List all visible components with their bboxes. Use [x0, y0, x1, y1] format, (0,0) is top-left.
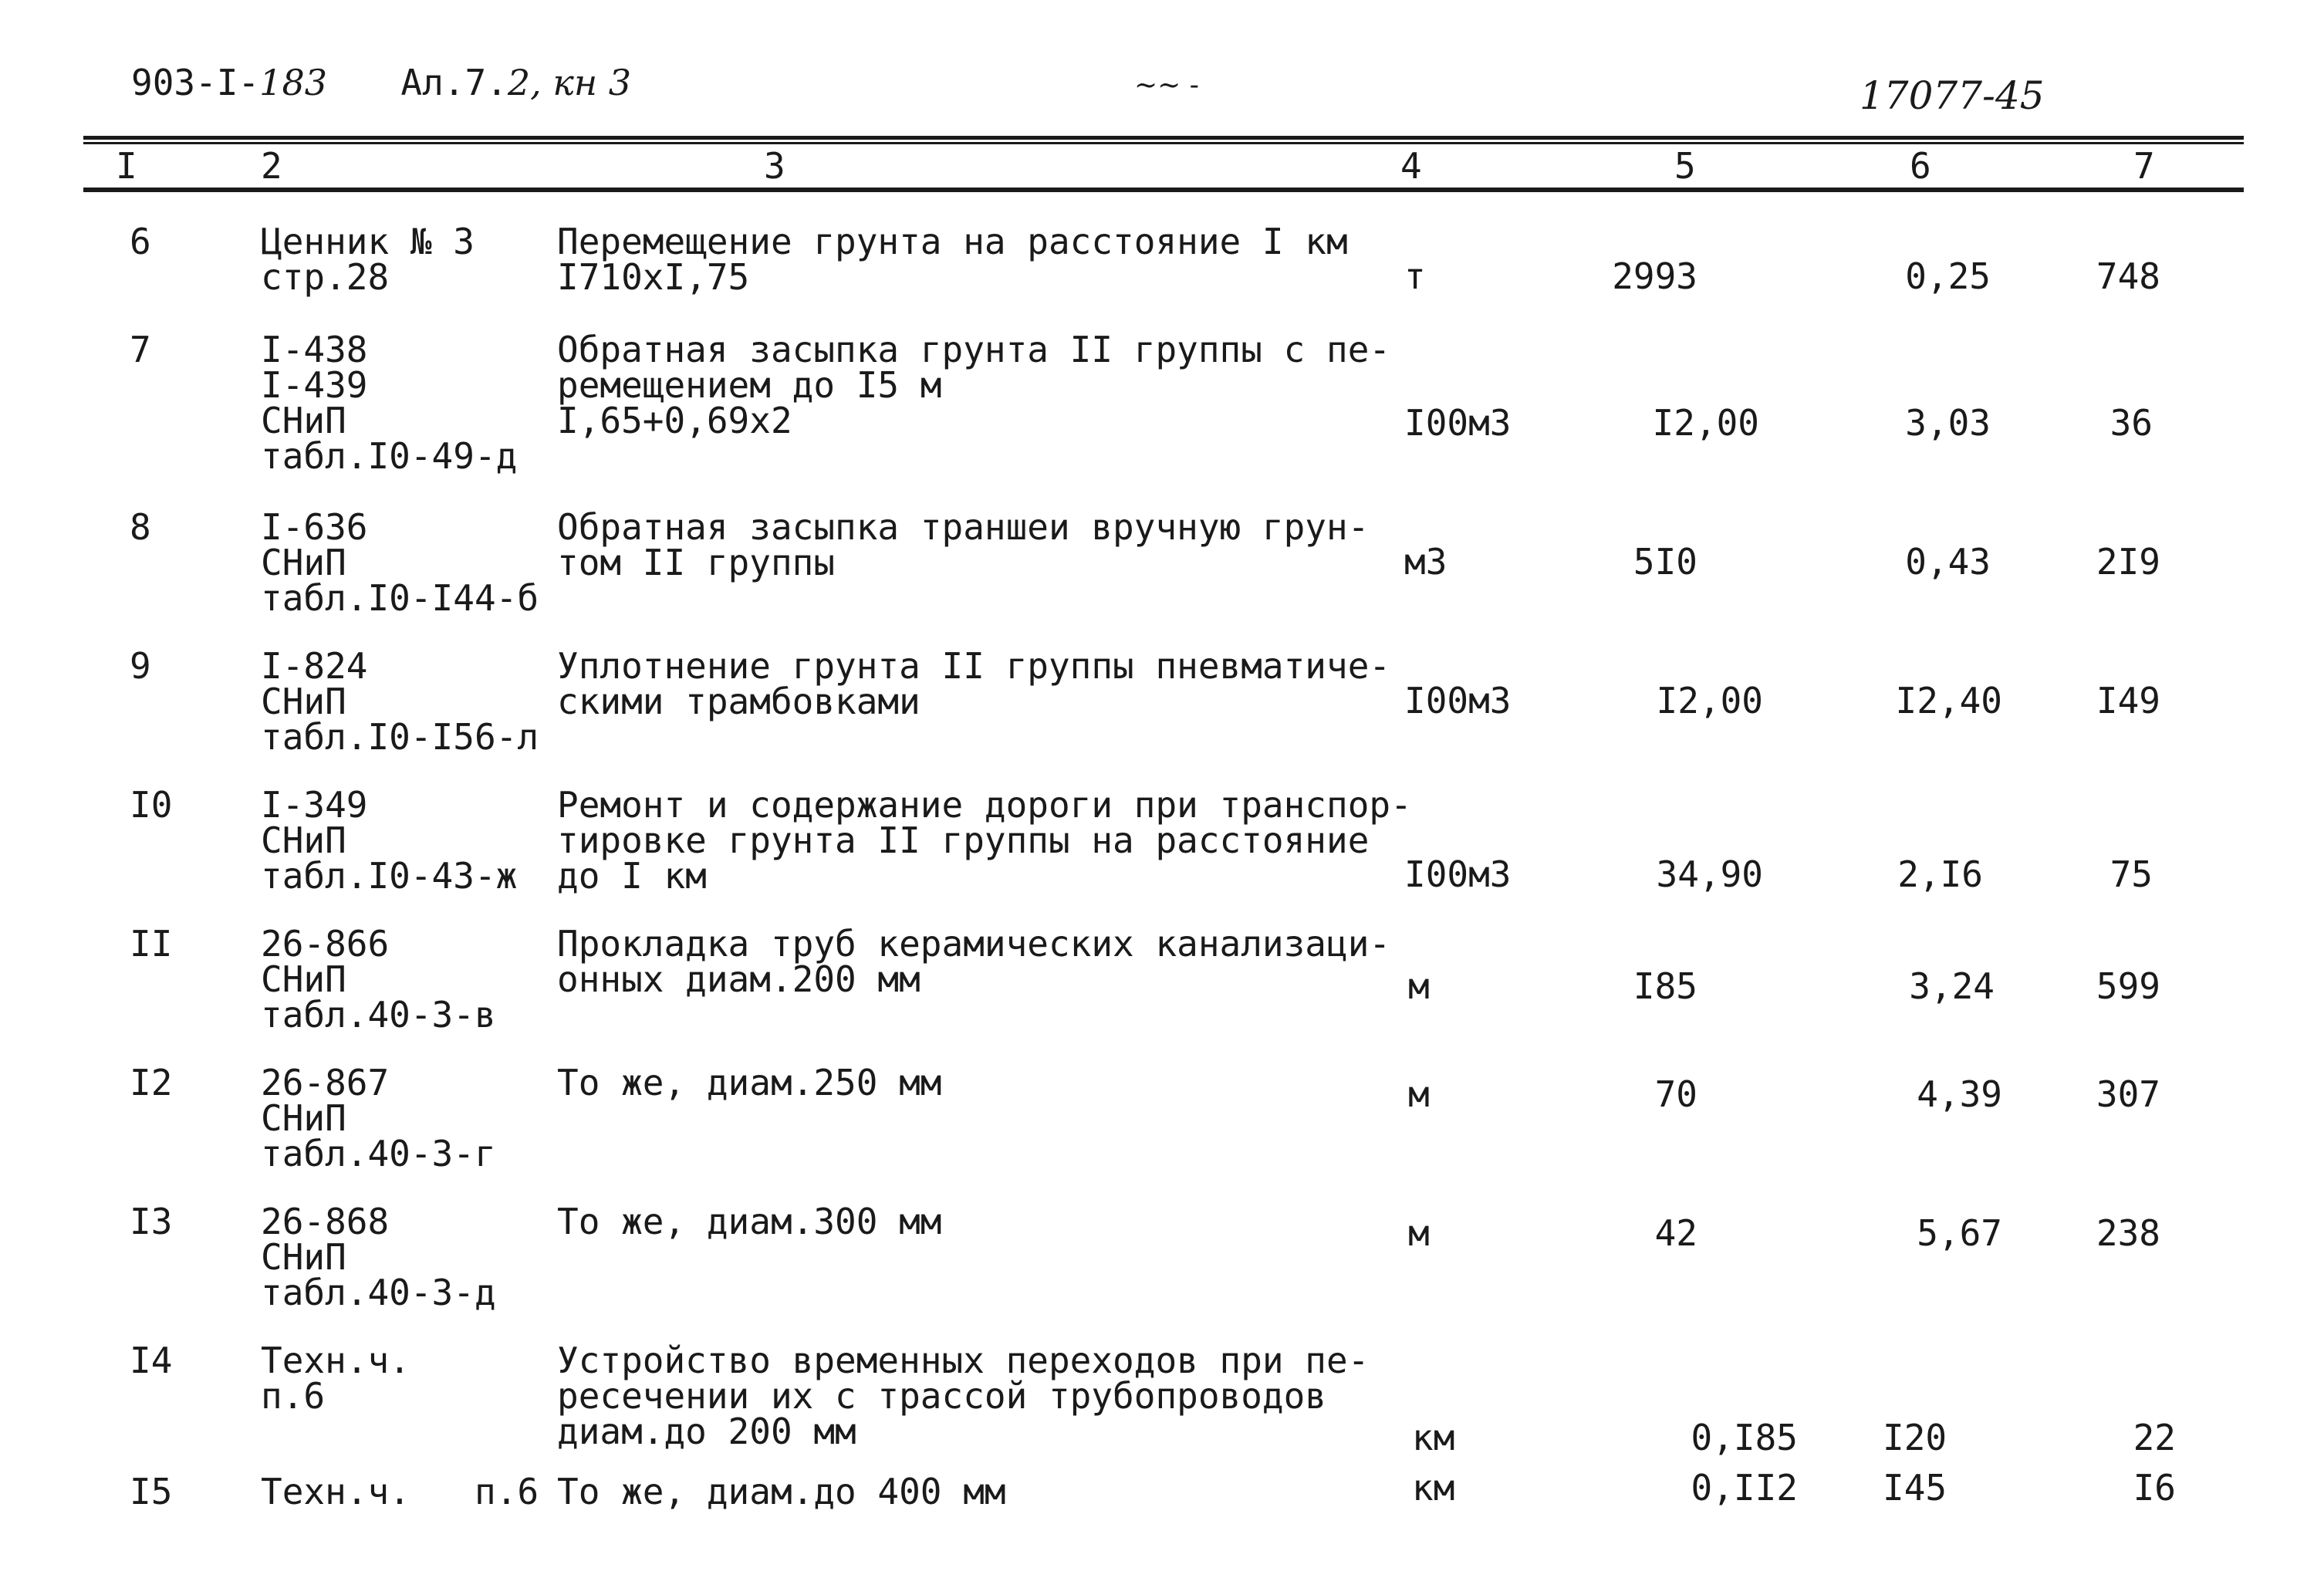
quantity: 0,I85	[1691, 1417, 1798, 1458]
page-mark	[1134, 69, 1199, 101]
norm-reference: Техн.ч. п.6	[261, 1471, 539, 1512]
total-cost: I6	[2133, 1467, 2176, 1509]
unit: км	[1412, 1467, 1455, 1509]
quantity: 0,II2	[1691, 1467, 1798, 1509]
quantity: 70	[1654, 1073, 1697, 1115]
document-code-handwritten: 183	[259, 62, 327, 103]
document-code-printed: 903-I-	[131, 62, 260, 103]
work-description: Устройство временных переходов при пе- ресечении их с трассой трубопроводов диам.до 200 мм	[557, 1340, 1370, 1452]
work-description: Прокладка труб керамических канализаци- онных диам.200 мм	[557, 923, 1391, 1000]
unit-price: 5,67	[1917, 1212, 2002, 1254]
unit: м	[1408, 965, 1430, 1007]
column-number-7: 7	[2133, 145, 2155, 187]
work-description: То же, диам.250 мм	[557, 1062, 942, 1103]
unit-price: 0,43	[1905, 541, 1991, 583]
row-number: 8	[130, 506, 151, 548]
total-cost: 36	[2110, 402, 2153, 444]
quantity: I2,00	[1656, 680, 1763, 721]
total-cost: 75	[2110, 853, 2153, 895]
norm-reference: I-438 I-439 СНиП табл.I0-49-д	[261, 329, 518, 477]
work-description: То же, диам.до 400 мм	[557, 1471, 1006, 1512]
work-description: Уплотнение грунта II группы пневматиче- скими трамбовками	[557, 645, 1391, 722]
row-number: 6	[130, 221, 151, 262]
unit: I00м3	[1404, 853, 1512, 895]
total-cost: 22	[2133, 1417, 2176, 1458]
column-number-3: 3	[764, 145, 785, 187]
norm-reference: Ценник № 3 стр.28	[261, 221, 475, 298]
document-code	[131, 62, 631, 103]
column-number-6: 6	[1910, 145, 1931, 187]
unit-price: 3,03	[1905, 402, 1991, 444]
row-number: I0	[130, 784, 173, 826]
total-cost: I49	[2096, 680, 2160, 721]
total-cost: 238	[2096, 1212, 2160, 1254]
column-number-2: 2	[261, 145, 282, 187]
unit-price: 4,39	[1917, 1073, 2002, 1115]
unit: м	[1408, 1212, 1430, 1254]
album-handwritten: 2, кн 3	[507, 62, 632, 103]
unit: м	[1408, 1073, 1430, 1115]
column-number-4: 4	[1400, 145, 1422, 187]
table-top-rule-2	[83, 142, 2244, 144]
quantity: 5I0	[1633, 541, 1697, 583]
norm-reference: I-349 СНиП табл.I0-43-ж	[261, 784, 518, 897]
total-cost: 2I9	[2096, 541, 2160, 583]
row-number: I5	[130, 1471, 173, 1512]
unit: I00м3	[1404, 680, 1512, 721]
row-number: 7	[130, 329, 151, 370]
unit: I00м3	[1404, 402, 1512, 444]
total-cost: 748	[2096, 255, 2160, 297]
reference-number: 17077-45	[1860, 73, 2045, 118]
work-description: Обратная засыпка грунта II группы с пе- ремещением до I5 м I,65+0,69x2	[557, 329, 1391, 441]
unit: км	[1412, 1417, 1455, 1458]
work-description: То же, диам.300 мм	[557, 1201, 942, 1242]
unit-price: 0,25	[1905, 255, 1991, 297]
table-header-rule	[83, 188, 2244, 192]
quantity: 2993	[1612, 255, 1697, 297]
norm-reference: Техн.ч. п.6	[261, 1340, 410, 1417]
page-mark-handwritten: ~~	[1134, 69, 1181, 101]
album-printed: Ал.7.	[400, 62, 508, 103]
work-description: Перемещение грунта на расстояние I км I710xI,75	[557, 221, 1348, 298]
column-number-5: 5	[1674, 145, 1696, 187]
quantity: 34,90	[1656, 853, 1763, 895]
norm-reference: 26-868 СНиП табл.40-3-д	[261, 1201, 496, 1313]
row-number: I2	[130, 1062, 173, 1103]
total-cost: 307	[2096, 1073, 2160, 1115]
row-number: I3	[130, 1201, 173, 1242]
unit-price: I20	[1883, 1417, 1947, 1458]
work-description: Ремонт и содержание дороги при транспор- тировке грунта II группы на расстояние до I км	[557, 784, 1412, 897]
unit-price: 2,I6	[1897, 853, 1983, 895]
row-number: II	[130, 923, 173, 965]
norm-reference: I-636 СНиП табл.I0-I44-б	[261, 506, 539, 619]
table-top-rule-1	[83, 136, 2244, 140]
norm-reference: 26-866 СНиП табл.40-3-в	[261, 923, 496, 1036]
norm-reference: 26-867 СНиП табл.40-3-г	[261, 1062, 496, 1174]
norm-reference: I-824 СНиП табл.I0-I56-л	[261, 645, 539, 758]
total-cost: 599	[2096, 965, 2160, 1007]
quantity: I2,00	[1652, 402, 1759, 444]
unit: т	[1404, 255, 1426, 297]
work-description: Обратная засыпка траншеи вручную грун- том II группы	[557, 506, 1370, 583]
row-number: I4	[130, 1340, 173, 1381]
unit-price: 3,24	[1909, 965, 1995, 1007]
unit-price: I45	[1883, 1467, 1947, 1509]
row-number: 9	[130, 645, 151, 687]
quantity: I85	[1633, 965, 1697, 1007]
unit: м3	[1404, 541, 1447, 583]
quantity: 42	[1654, 1212, 1697, 1254]
column-number-1: I	[116, 145, 137, 187]
page-mark-dash: -	[1189, 69, 1199, 101]
unit-price: I2,40	[1895, 680, 2002, 721]
